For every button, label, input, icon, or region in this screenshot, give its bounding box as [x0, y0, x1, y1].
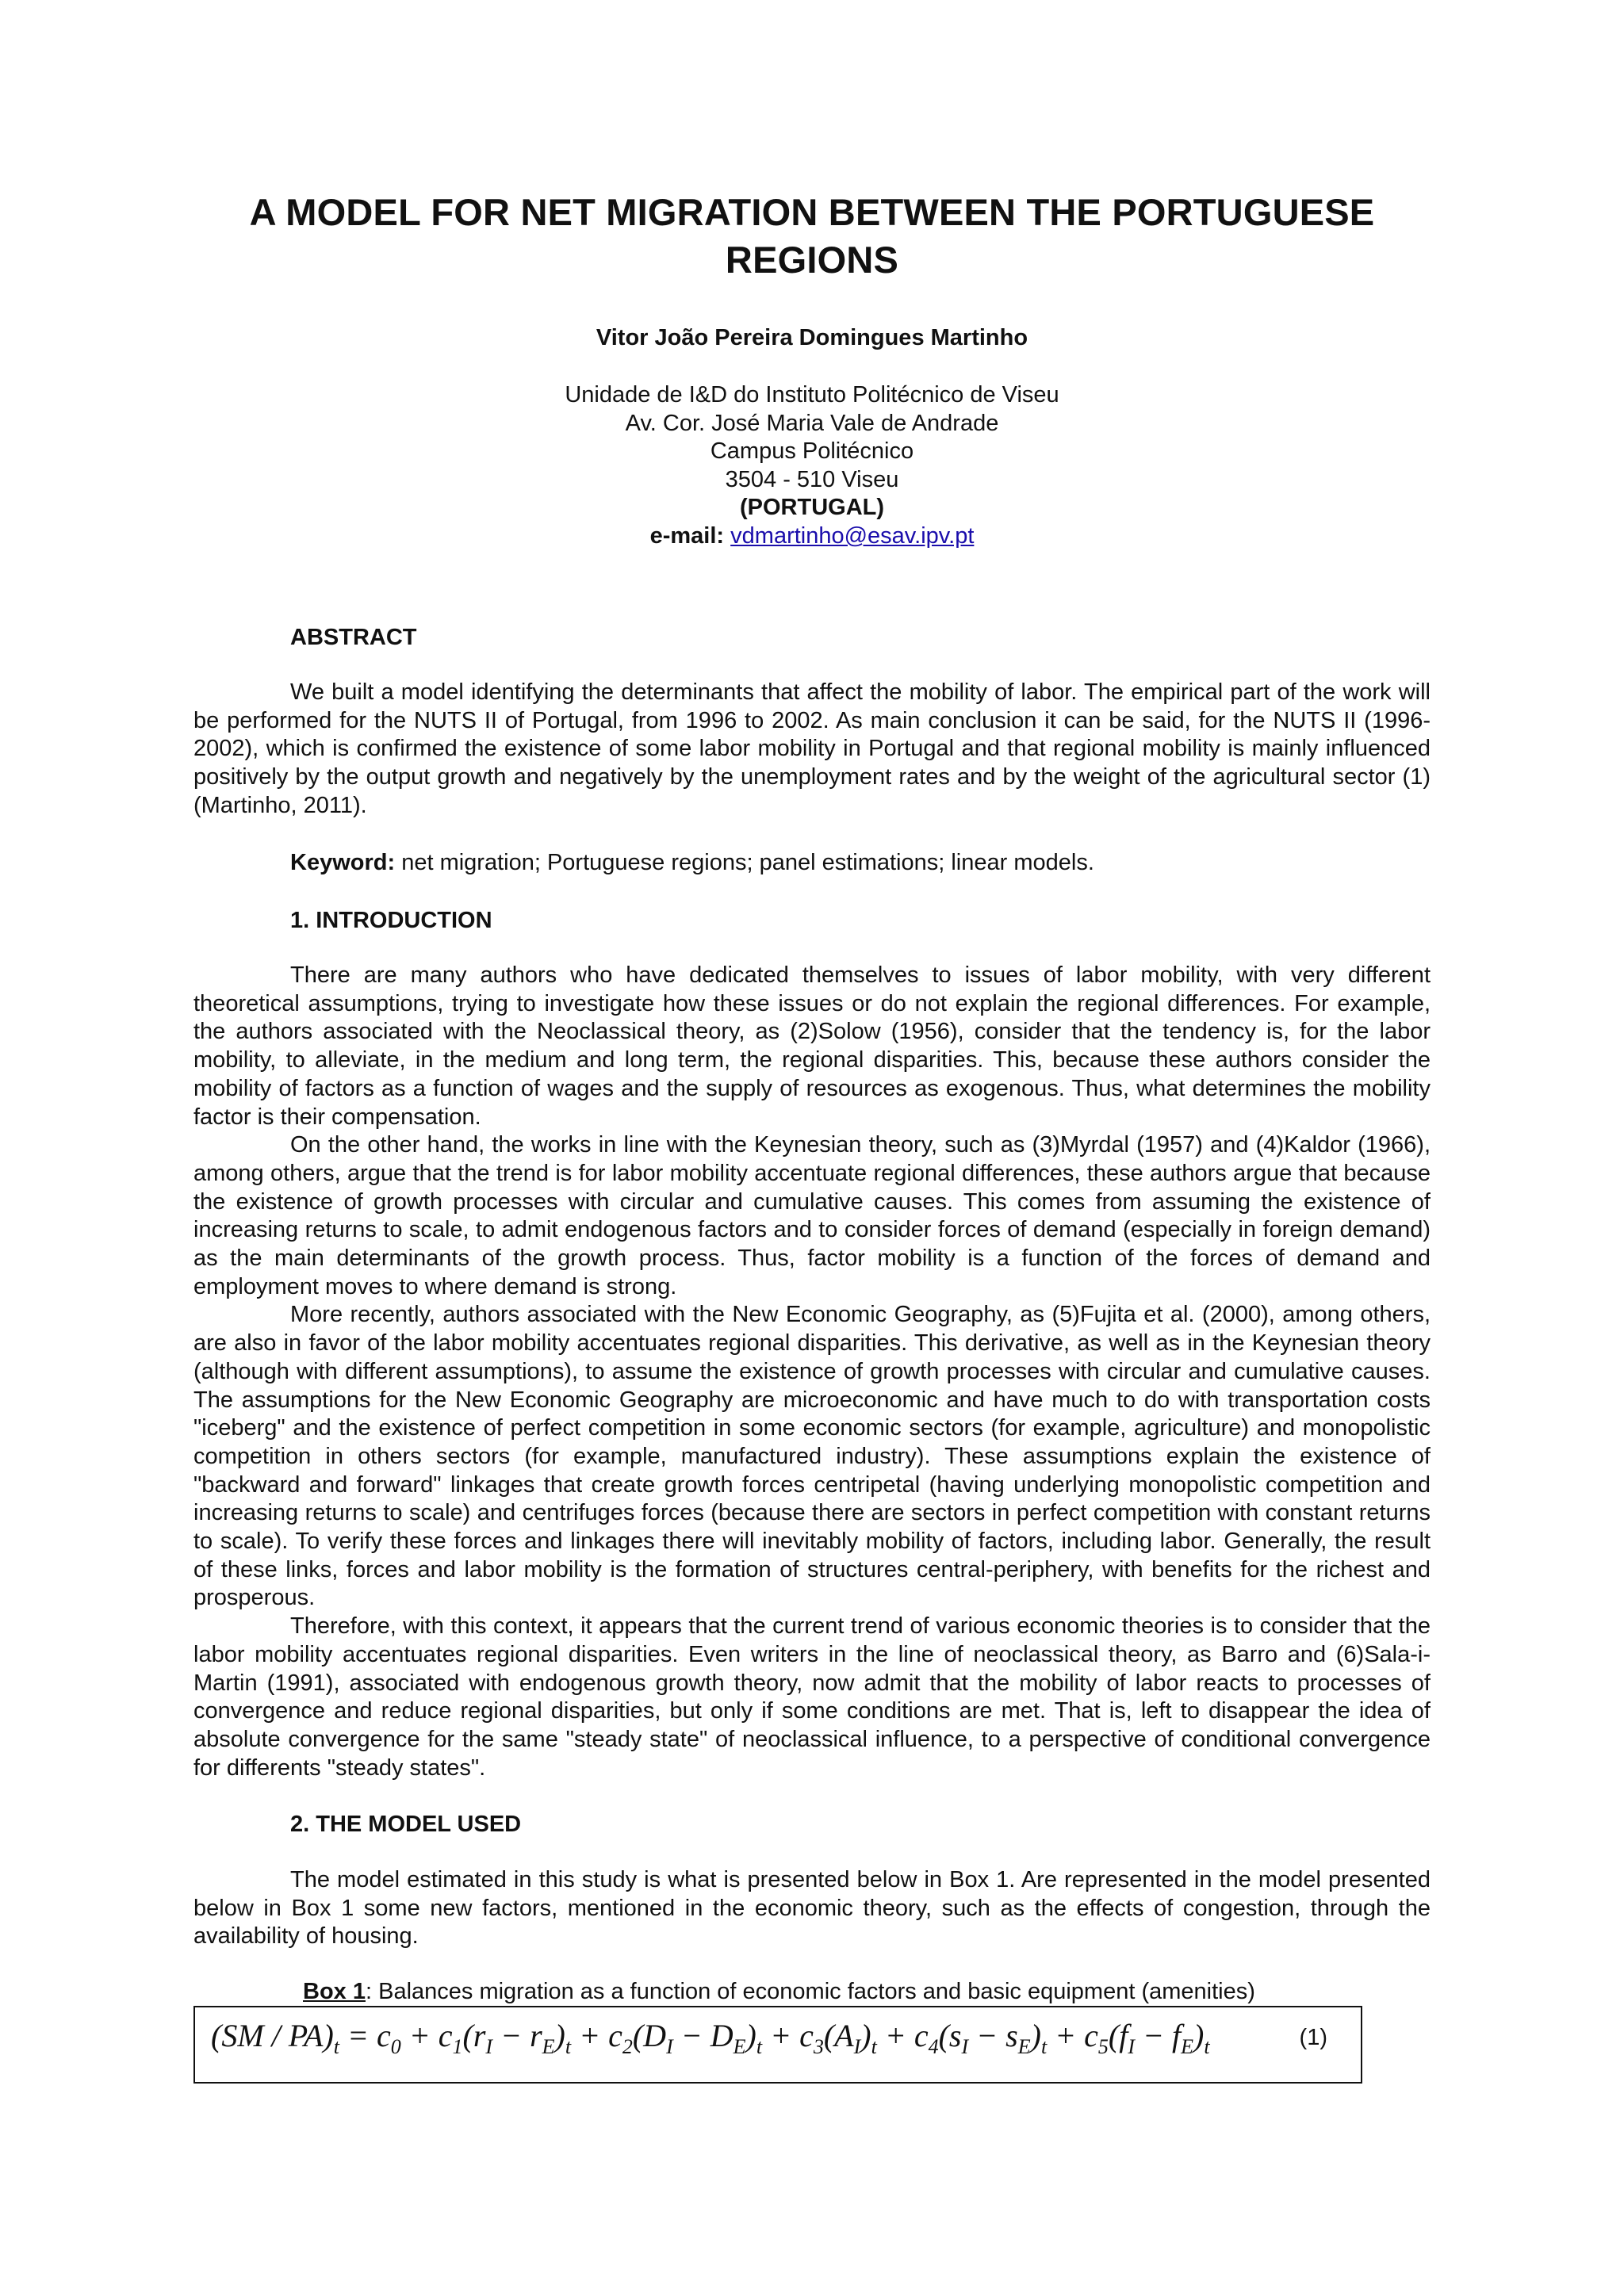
abstract-body: [193, 679, 1431, 821]
intro-paragraph: Therefore, with this context, it appears that the current trend of various economic theories is to consider that the labor mobility accentuates regional disparities. Even writers in the line of neoclassical theory, as Barro and (6)Sala-i-Martin (1991), associated with endogenous growth theory, now admit that the mobility of labor reacts to processes of convergence and reduce regional disparities, but only if some conditions are met. That is, left to disappear the idea of absolute convergence for the same "steady state" of neoclassical influence, to a perspective of conditional convergence for differents "steady states".: [193, 1613, 1431, 1781]
introduction-heading: 1. INTRODUCTION: [290, 908, 492, 933]
affiliation-line: Av. Cor. José Maria Vale de Andrade: [625, 410, 999, 436]
equation-box: [193, 2006, 1362, 2084]
box-caption-text: : Balances migration as a function of economic factors and basic equipment (amenities): [365, 1979, 1255, 2004]
abstract-heading: ABSTRACT: [290, 625, 417, 650]
box-caption: [303, 1977, 1255, 2006]
keyword-label: Keyword:: [290, 850, 396, 875]
affiliation-line: 3504 - 510 Viseu: [725, 466, 899, 492]
affiliation-country: (PORTUGAL): [739, 495, 885, 521]
intro-paragraph: There are many authors who have dedicated themselves to issues of labor mobility, with very different theoretical assumptions, trying to investigate how these issues or do not explain the regional differences. For example, the authors associated with the Neoclassical theory, as (2)Solow (1956), consider that the tendency is, for the labor mobility, to alleviate, in the medium and long term, the regional disparities. This, because these authors consider the mobility of factors as a function of wages and the supply of resources as exogenous. Thus, what determines the mobility factor is their compensation.: [193, 962, 1431, 1130]
abstract-text: We built a model identifying the determinants that affect the mobility of labor. The empirical part of the work will be performed for the NUTS II of Portugal, from 1996 to 2002. As main conclusion it can be said, for the NUTS II (1996-2002), which is confirmed the existence of some labor mobility in Portugal and that regional mobility is mainly influenced positively by the output growth and negatively by the unemployment rates and by the weight of the agricultural sector (1)(Martinho, 2011).: [193, 679, 1431, 818]
email-label: e-mail:: [649, 522, 725, 549]
author-name: Vitor João Pereira Domingues Martinho: [596, 325, 1028, 350]
introduction-body: [193, 962, 1431, 1782]
intro-paragraph: More recently, authors associated with the New Economic Geography, as (5)Fujita et al. (2000), among others, are also in favor of the labor mobility accentuates regional disparities. This derivative, as well as in the Keynesian theory (although with different assumptions), to assume the existence of growth processes with circular and cumulative causes. The assumptions for the New Economic Geography are microeconomic and have much to do with transportation costs "iceberg" and the existence of perfect competition in some economic sectors (for example, agriculture) and monopolistic competition in others sectors (for example, manufactured industry). These assumptions explain the existence of "backward and forward" linkages that create growth forces centripetal (having underlying monopolistic competition and increasing returns to scale) and centrifuges forces (because there are sectors in perfect competition with constant returns to scale). To verify these forces and linkages there will inevitably mobility of factors, including labor. Generally, the result of these links, forces and labor mobility is the formation of structures central-periphery, with benefits for the richest and prosperous.: [193, 1302, 1431, 1611]
intro-paragraph: On the other hand, the works in line with the Keynesian theory, such as (3)Myrdal (1957) and (4)Kaldor (1966), among others, argue that the trend is for labor mobility accentuate regional differences, these authors argue that because the existence of growth processes with circular and cumulative causes. This comes from assuming the existence of increasing returns to scale, to admit endogenous factors and to consider forces of demand (especially in foreign demand) as the main determinants of the growth process. Thus, factor mobility is a function of the forces of demand and employment moves to where demand is strong.: [193, 1132, 1431, 1299]
equation-number: (1): [1299, 2025, 1327, 2050]
email-link[interactable]: vdmartinho@esav.ipv.pt: [730, 522, 975, 549]
box-label: Box 1: [303, 1979, 366, 2004]
model-text: The model estimated in this study is what is presented below in Box 1. Are represented in the model presented below in Box 1 some new factors, mentioned in the economic theory, such as the effects of congestion, through the availability of housing.: [193, 1867, 1431, 1950]
email-line: [262, 522, 1362, 551]
model-body: [193, 1866, 1431, 1951]
affiliation-line: Campus Politécnico: [710, 438, 914, 465]
keywords: [290, 848, 1094, 877]
migration-equation: $(SM / PA)_t = c_0 + c_1(r_I - r_E)_t + c_2(D_I - D_E)_t + c_3(A_I)_t + c_4(s_I - s_E)_t + c_5(f_I - f_E)_t$: [211, 2018, 1210, 2058]
affiliation-line: Unidade de I&D do Instituto Politécnico de Viseu: [565, 382, 1059, 408]
paper-title: A MODEL FOR NET MIGRATION BETWEEN THE PORTUGUESE REGIONS: [249, 191, 1375, 281]
model-heading: 2. THE MODEL USED: [290, 1812, 522, 1837]
keyword-text: net migration; Portuguese regions; panel estimations; linear models.: [395, 850, 1094, 875]
author-affiliation: [262, 381, 1362, 551]
